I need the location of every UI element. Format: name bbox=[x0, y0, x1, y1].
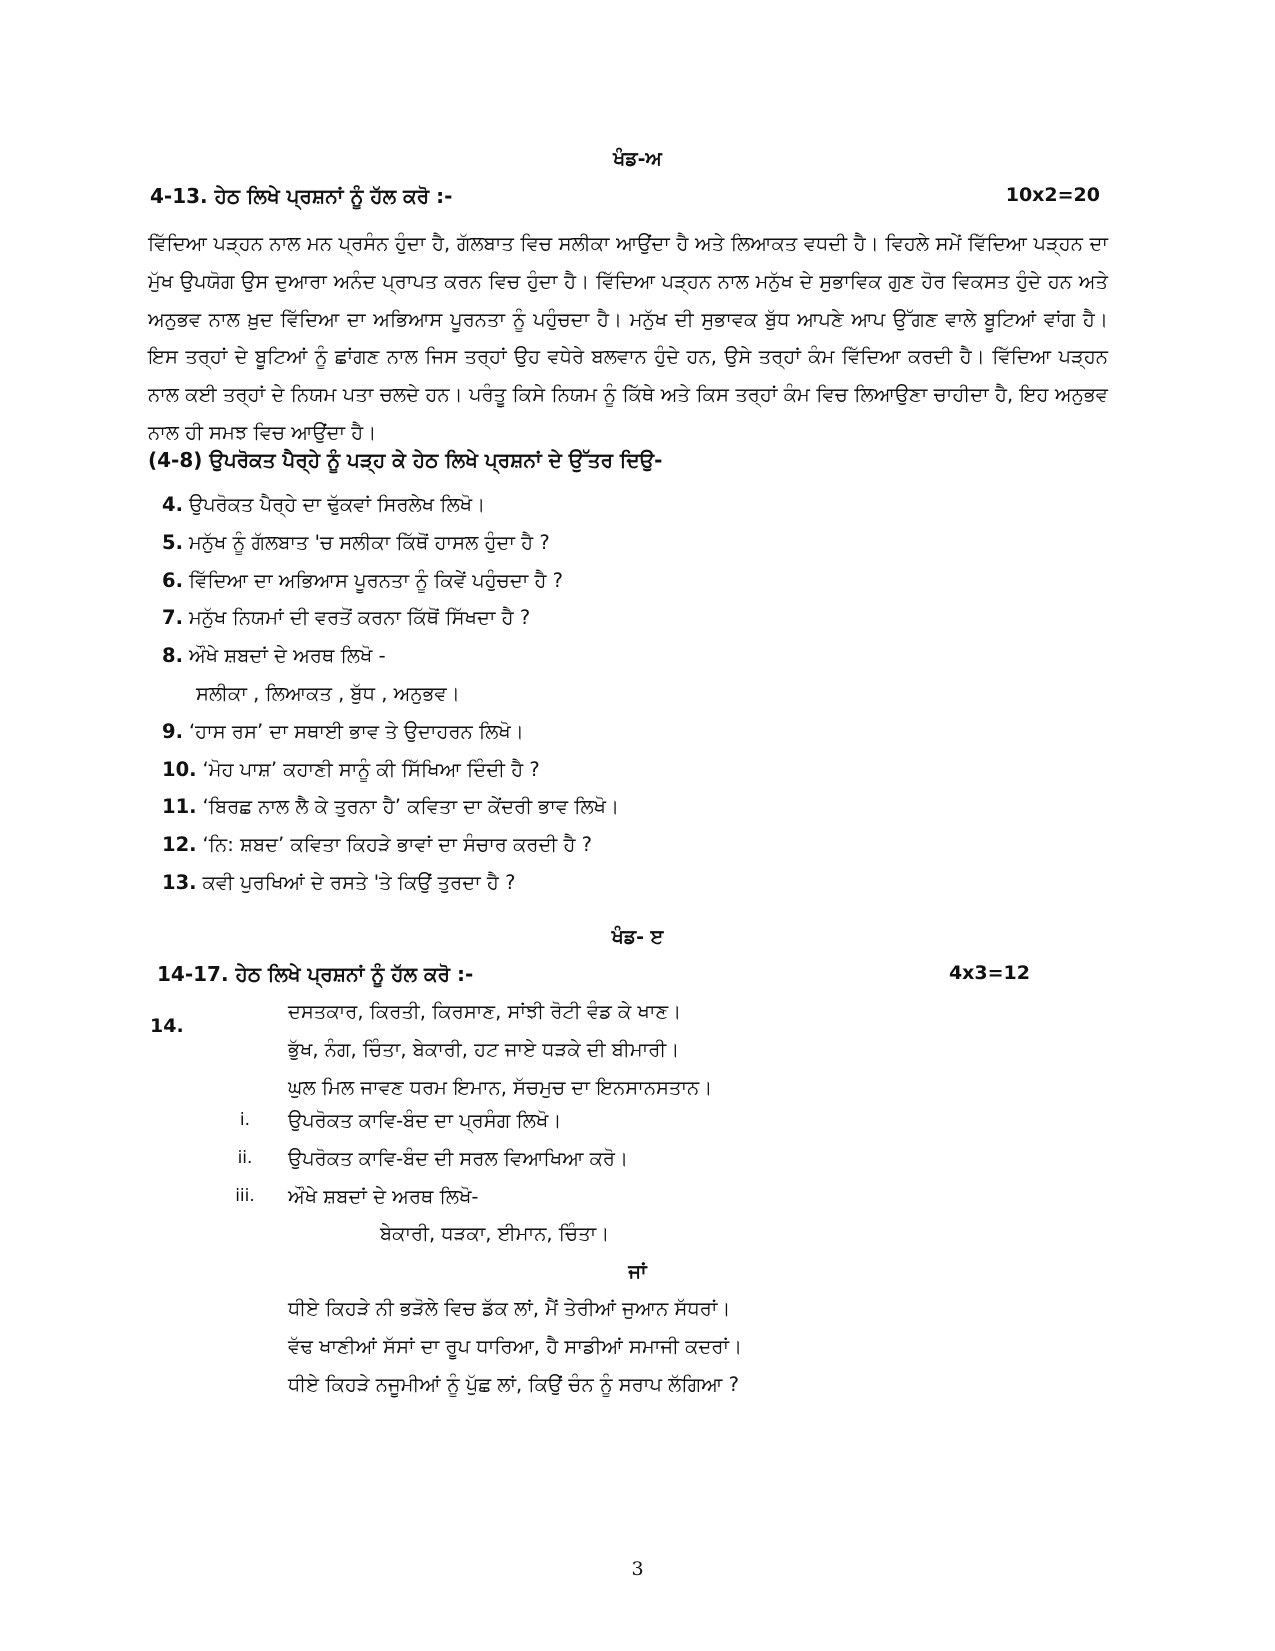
section-a-question-label: 4-13. ਹੇਠ ਲਿਖੇ ਪ੍ਰਸ਼ਨਾਂ ਨੂੰ ਹੱਲ ਕਰੋ :- bbox=[150, 184, 453, 208]
question-item bbox=[162, 826, 1102, 864]
question-text: ਮਨੁੱਖ ਨਿਯਮਾਂ ਦੀ ਵਰਤੋਂ ਕਰਨਾ ਕਿੱਥੋਂ ਸਿੱਖਦਾ ਹੈ ? bbox=[188, 606, 531, 630]
sub-question-text: ਔਖੇ ਸ਼ਬਦਾਂ ਦੇ ਅਰਥ ਲਿਖੋ- bbox=[288, 1184, 479, 1208]
question-number: 13. bbox=[162, 870, 197, 894]
question-item bbox=[162, 864, 1102, 902]
sub-question-number: i. bbox=[239, 1110, 251, 1130]
reading-passage: ਵਿੱਦਿਆ ਪੜ੍ਹਨ ਨਾਲ ਮਨ ਪ੍ਰਸੰਨ ਹੁੰਦਾ ਹੈ, ਗੱਲਬਾਤ ਵਿਚ ਸਲੀਕਾ ਆਉਂਦਾ ਹੈ ਅਤੇ ਲਿਆਕਤ ਵਧਦੀ ਹੈ। ਵਿਹਲੇ ਸਮੇਂ ਵਿੱਦਿਆ ਪੜ੍ਹਨ ਦਾ ਮੁੱਖ ਉਪਯੋਗ ਉਸ ਦੁਆਰਾ ਅਨੰਦ ਪ੍ਰਾਪਤ ਕਰਨ ਵਿਚ ਹੁੰਦਾ ਹੈ। ਵਿੱਦਿਆ ਪੜ੍ਹਨ ਨਾਲ ਮਨੁੱਖ ਦੇ ਸੁਭਾਵਿਕ ਗੁਣ ਹੋਰ ਵਿਕਸਤ ਹੁੰਦੇ ਹਨ ਅਤੇ ਅਨੁਭਵ ਨਾਲ ਖ਼ੁਦ ਵਿੱਦਿਆ ਦਾ ਅਭਿਆਸ ਪੂਰਨਤਾ ਨੂੰ ਪਹੁੰਚਦਾ ਹੈ। ਮਨੁੱਖ ਦੀ ਸੁਭਾਵਕ ਬੁੱਧ ਆਪਣੇ ਆਪ ਉੱਗਣ ਵਾਲੇ ਬੂਟਿਆਂ ਵਾਂਗ ਹੈ। ਇਸ ਤਰ੍ਹਾਂ ਦੇ ਬੂਟਿਆਂ ਨੂੰ ਛਾਂਗਣ ਨਾਲ ਜਿਸ ਤਰ੍ਹਾਂ ਉਹ ਵਧੇਰੇ ਬਲਵਾਨ ਹੁੰਦੇ ਹਨ, ਉਸੇ ਤਰ੍ਹਾਂ ਕੰਮ ਵਿੱਦਿਆ ਕਰਦੀ ਹੈ। ਵਿੱਦਿਆ ਪੜ੍ਹਨ ਨਾਲ ਕਈ ਤਰ੍ਹਾਂ ਦੇ ਨਿਯਮ ਪਤਾ ਚਲਦੇ ਹਨ। ਪਰੰਤੂ ਕਿਸੇ ਨਿਯਮ ਨੂੰ ਕਿੱਥੇ ਅਤੇ ਕਿਸ ਤਰ੍ਹਾਂ ਕੰਮ ਵਿਚ ਲਿਆਉਣਾ ਚਾਹੀਦਾ ਹੈ, ਇਹ ਅਨੁਭਵ ਨਾਲ ਹੀ ਸਮਝ ਵਿਚ ਆਉਂਦਾ ਹੈ। bbox=[148, 232, 1108, 444]
poem-stanza-1 bbox=[288, 993, 712, 1106]
question-14-number: 14. bbox=[150, 1015, 184, 1037]
sub-question-item bbox=[220, 1140, 1100, 1178]
question-text: ‘ਨਿ: ਸ਼ਬਦ’ ਕਵਿਤਾ ਕਿਹੜੇ ਭਾਵਾਂ ਦਾ ਸੰਚਾਰ ਕਰਦੀ ਹੈ ? bbox=[202, 833, 592, 857]
question-text: ਉਪਰੋਕਤ ਪੈਰ੍ਹੇ ਦਾ ਢੁੱਕਵਾਂ ਸਿਰਲੇਖ ਲਿਖੋ। bbox=[188, 493, 486, 516]
question-item bbox=[162, 751, 1102, 789]
poem-stanza-2 bbox=[288, 1290, 742, 1403]
question-item bbox=[162, 713, 1102, 751]
question-text: ਔਖੇ ਸ਼ਬਦਾਂ ਦੇ ਅਰਥ ਲਿਖੋ - bbox=[188, 644, 386, 668]
section-e-heading: ਖੰਡ- ੲ bbox=[611, 926, 664, 948]
section-e-question-label: 14-17. ਹੇਠ ਲਿਖੇ ਪ੍ਰਸ਼ਨਾਂ ਨੂੰ ਹੱਲ ਕਰੋ :- bbox=[157, 962, 474, 986]
poem-line: ਘੁਲ ਮਿਲ ਜਾਵਣ ਧਰਮ ਇਮਾਨ, ਸੱਚਮੁਚ ਦਾ ਇਨਸਾਨਸਤਾਨ। bbox=[288, 1075, 713, 1099]
question-text: ਕਵੀ ਪੁਰਖਿਆਂ ਦੇ ਰਸਤੇ 'ਤੇ ਕਿਉਂ ਤੁਰਦਾ ਹੈ ? bbox=[202, 870, 516, 894]
question-text: ‘ਮੋਹ ਪਾਸ਼’ ਕਹਾਣੀ ਸਾਨੂੰ ਕੀ ਸਿੱਖਿਆ ਦਿੰਦੀ ਹੈ ? bbox=[202, 757, 540, 781]
section-a-heading: ਖੰਡ-ਅ bbox=[613, 148, 662, 170]
question-number: 11. bbox=[162, 795, 197, 819]
question-number: 5. bbox=[162, 530, 183, 554]
page-number: 3 bbox=[631, 1558, 644, 1580]
question-number: 4. bbox=[162, 493, 183, 516]
sub-question-text: ਉਪਰੋਕਤ ਕਾਵਿ-ਬੰਦ ਦਾ ਪ੍ਰਸੰਗ ਲਿਖੋ। bbox=[288, 1109, 562, 1132]
sub-question-number: ii. bbox=[237, 1147, 253, 1168]
question-item bbox=[162, 524, 1102, 562]
or-label: ਜਾਂ bbox=[628, 1260, 647, 1283]
question-number: 6. bbox=[162, 568, 183, 592]
poem-line: ਦਸਤਕਾਰ, ਕਿਰਤੀ, ਕਿਰਸਾਣ, ਸਾਂਝੀ ਰੋਟੀ ਵੰਡ ਕੇ ਖਾਣ। bbox=[288, 1000, 682, 1023]
question-number: 7. bbox=[162, 606, 183, 630]
sub-question-item bbox=[220, 1102, 1100, 1140]
question-item bbox=[162, 788, 1102, 826]
question-text: ਵਿੱਦਿਆ ਦਾ ਅਭਿਆਸ ਪੂਰਨਤਾ ਨੂੰ ਕਿਵੇਂ ਪਹੁੰਚਦਾ ਹੈ ? bbox=[188, 568, 564, 592]
question-number: 8. bbox=[162, 644, 183, 668]
question-item bbox=[162, 637, 1102, 675]
sub-question-list bbox=[220, 1102, 1100, 1215]
poem-line: ਧੀਏ ਕਿਹੜੇ ਨੀ ਭੜੋਲੇ ਵਿਚ ਡੱਕ ਲਾਂ, ਮੈਂ ਤੇਰੀਆਂ ਜੁਆਨ ਸੱਧਰਾਂ। bbox=[288, 1297, 731, 1320]
question-number: 9. bbox=[162, 719, 183, 743]
question-number: 10. bbox=[162, 757, 197, 781]
section-a-marks: 10x2=20 bbox=[1005, 184, 1100, 206]
poem-line: ਭੁੱਖ, ਨੰਗ, ਚਿੰਤਾ, ਬੇਕਾਰੀ, ਹਟ ਜਾਏ ਧੜਕੇ ਦੀ ਬੀਮਾਰੀ। bbox=[288, 1037, 680, 1061]
passage-question-list bbox=[162, 486, 1102, 902]
section-a-question-header bbox=[150, 184, 1100, 218]
question-item bbox=[162, 599, 1102, 637]
sub-question-number: iii. bbox=[235, 1185, 255, 1206]
question-text: ‘ਹਾਸ ਰਸ’ ਦਾ ਸਥਾਈ ਭਾਵ ਤੇ ਉਦਾਹਰਨ ਲਿਖੋ। bbox=[188, 719, 524, 743]
question-text: ‘ਬਿਰਛ ਨਾਲ ਲੈ ਕੇ ਤੁਰਨਾ ਹੈ’ ਕਵਿਤਾ ਦਾ ਕੇਂਦਰੀ ਭਾਵ ਲਿਖੋ। bbox=[202, 795, 620, 819]
question-item bbox=[162, 486, 1102, 524]
word-list-text: ਸਲੀਕਾ , ਲਿਆਕਤ , ਬੁੱਧ , ਅਨੁਭਵ। bbox=[196, 681, 460, 705]
sub-question-text: ਉਪਰੋਕਤ ਕਾਵਿ-ਬੰਦ ਦੀ ਸਰਲ ਵਿਆਖਿਆ ਕਰੋ। bbox=[288, 1146, 629, 1170]
difficult-words: ਬੇਕਾਰੀ, ਧੜਕਾ, ਈਮਾਨ, ਚਿੰਤਾ। bbox=[380, 1222, 610, 1245]
section-e-question-header bbox=[157, 962, 1030, 996]
question-text: ਮਨੁੱਖ ਨੂੰ ਗੱਲਬਾਤ 'ਚ ਸਲੀਕਾ ਕਿੱਥੋਂ ਹਾਸਲ ਹੁੰਦਾ ਹੈ ? bbox=[188, 530, 550, 554]
poem-line: ਵੱਢ ਖਾਣੀਆਂ ਸੱਸਾਂ ਦਾ ਰੂਪ ਧਾਰਿਆ, ਹੈ ਸਾਡੀਆਂ ਸਮਾਜੀ ਕਦਰਾਂ। bbox=[288, 1334, 743, 1358]
sub-question-item bbox=[220, 1178, 1100, 1216]
poem-line: ਧੀਏ ਕਿਹੜੇ ਨਜੂਮੀਆਂ ਨੂੰ ਪੁੱਛ ਲਾਂ, ਕਿਉਂ ਚੰਨ ਨੂੰ ਸਰਾਪ ਲੱਗਿਆ ? bbox=[288, 1372, 739, 1396]
section-e-marks: 4x3=12 bbox=[948, 962, 1030, 984]
question-item bbox=[162, 562, 1102, 600]
word-list-item bbox=[162, 675, 1102, 713]
question-number: 12. bbox=[162, 833, 197, 857]
passage-questions-heading: (4-8) ਉਪਰੋਕਤ ਪੈਰ੍ਹੇ ਨੂੰ ਪੜ੍ਹ ਕੇ ਹੇਠ ਲਿਖੇ ਪ੍ਰਸ਼ਨਾਂ ਦੇ ਉੱਤਰ ਦਿਉ- bbox=[148, 448, 663, 472]
